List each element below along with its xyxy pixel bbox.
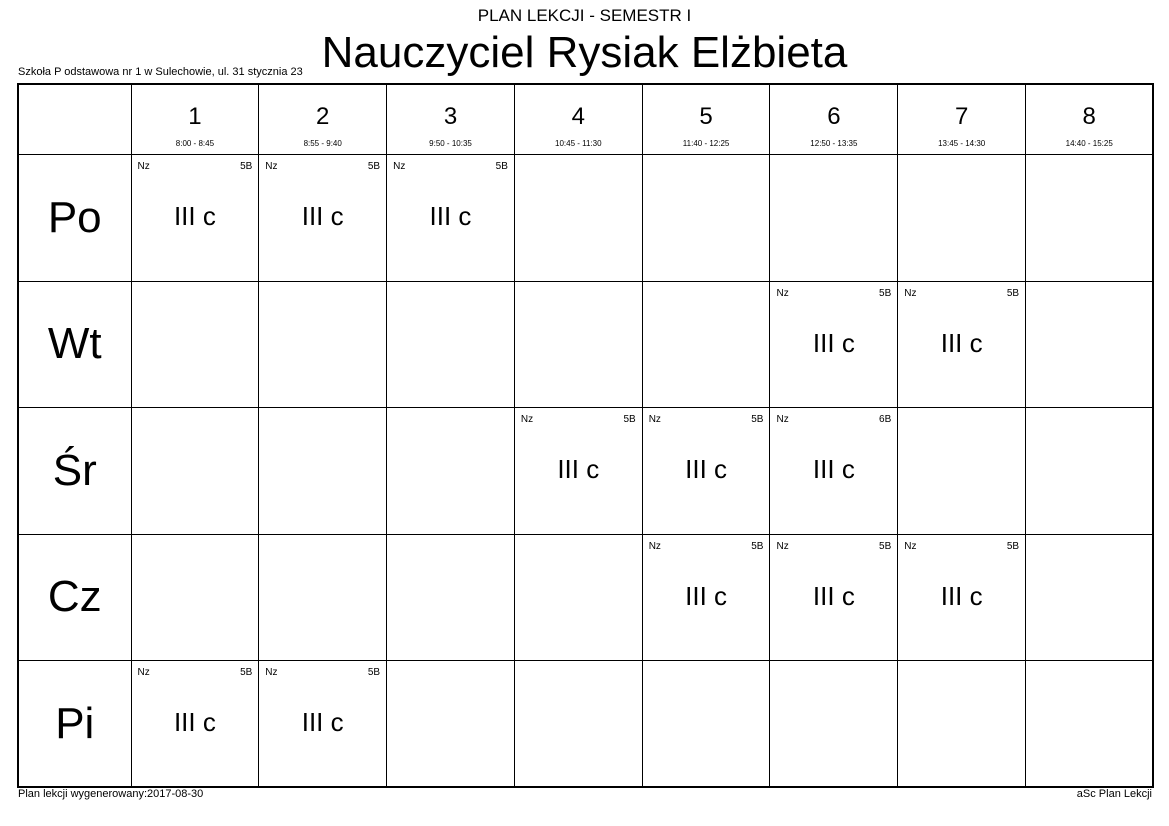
empty-cell — [514, 661, 642, 788]
lesson-subject: Nz — [393, 161, 406, 172]
lesson-class: III c — [812, 580, 855, 611]
empty-cell — [387, 534, 515, 661]
lesson-class: III c — [812, 454, 855, 484]
empty-cell — [770, 661, 898, 788]
period-time: 8:55 - 9:40 — [303, 139, 342, 148]
empty-cell — [131, 534, 259, 661]
lesson-subject: Nz — [776, 540, 789, 552]
lesson-room: 5B — [240, 667, 253, 678]
lesson-cell — [898, 534, 1026, 661]
day-label: Po — [18, 155, 131, 282]
empty-cell — [642, 281, 770, 408]
lesson-room: 5B — [367, 161, 381, 172]
lesson-cell — [770, 534, 898, 661]
lesson-class: III c — [812, 327, 855, 358]
lesson-room: 5B — [879, 287, 892, 299]
lesson-class: III c — [940, 327, 983, 358]
lesson-room: 5B — [495, 161, 508, 172]
empty-cell — [898, 408, 1026, 535]
generated-date: Plan lekcji wygenerowany:2017-08-30 — [18, 788, 204, 800]
lesson-subject: Nz — [265, 667, 278, 678]
lesson-class: III c — [301, 201, 344, 231]
lesson-room: 5B — [240, 161, 253, 172]
lesson-cell — [642, 408, 770, 535]
lesson-cell — [770, 281, 898, 408]
period-time: 8:00 - 8:45 — [175, 139, 215, 148]
period-header-4 — [514, 84, 642, 155]
app-name: aSc Plan Lekcji — [1076, 788, 1152, 800]
period-number: 2 — [316, 103, 330, 130]
period-number: 3 — [443, 103, 458, 130]
empty-cell — [1026, 534, 1154, 661]
period-number: 6 — [827, 103, 841, 130]
period-header-2 — [259, 84, 387, 155]
day-row — [18, 408, 1153, 535]
empty-cell — [131, 281, 259, 408]
empty-cell — [387, 408, 515, 535]
lesson-subject: Nz — [137, 161, 150, 172]
day-row — [18, 534, 1153, 661]
lesson-room: 5B — [879, 540, 892, 552]
lesson-cell — [131, 155, 259, 282]
lesson-room: 5B — [1006, 540, 1020, 552]
empty-cell — [514, 155, 642, 282]
day-label: Cz — [18, 534, 131, 661]
period-header-7 — [898, 84, 1026, 155]
empty-cell — [898, 155, 1026, 282]
lesson-cell — [131, 661, 259, 788]
empty-cell — [898, 661, 1026, 788]
lesson-subject: Nz — [776, 287, 789, 299]
period-number: 4 — [571, 103, 585, 130]
lesson-class: III c — [429, 201, 472, 231]
lesson-subject: Nz — [520, 414, 534, 425]
period-header-1 — [131, 84, 259, 155]
lesson-class: III c — [173, 201, 216, 231]
lesson-cell — [514, 408, 642, 535]
empty-cell — [1026, 281, 1154, 408]
period-time: 12:50 - 13:35 — [810, 139, 858, 148]
day-row — [18, 281, 1153, 408]
period-header-3 — [387, 84, 515, 155]
empty-cell — [387, 661, 515, 788]
lesson-subject: Nz — [648, 414, 661, 425]
lesson-class: III c — [940, 580, 983, 611]
empty-cell — [1026, 155, 1154, 282]
period-number: 7 — [955, 103, 969, 130]
empty-cell — [259, 281, 387, 408]
empty-cell — [259, 534, 387, 661]
lesson-subject: Nz — [137, 667, 150, 678]
lesson-cell — [259, 661, 387, 788]
lesson-class: III c — [557, 454, 600, 484]
period-header-8 — [1026, 84, 1154, 155]
period-time: 13:45 - 14:30 — [938, 139, 986, 148]
period-time: 9:50 - 10:35 — [429, 139, 472, 148]
page-title: Nauczyciel Rysiak Elżbieta — [321, 28, 848, 77]
plan-subtitle: PLAN LEKCJI - SEMESTR I — [477, 6, 692, 25]
lesson-cell — [259, 155, 387, 282]
empty-cell — [259, 408, 387, 535]
lesson-class: III c — [301, 707, 344, 737]
lesson-room: 5B — [751, 414, 764, 425]
lesson-subject: Nz — [904, 540, 917, 552]
empty-cell — [770, 155, 898, 282]
day-label: Wt — [18, 281, 131, 408]
empty-cell — [1026, 408, 1154, 535]
period-time: 11:40 - 12:25 — [682, 139, 730, 148]
lesson-class: III c — [173, 707, 216, 737]
day-label: Pi — [18, 661, 131, 788]
period-header-6 — [770, 84, 898, 155]
empty-cell — [131, 408, 259, 535]
period-time: 10:45 - 11:30 — [555, 139, 602, 148]
lesson-subject: Nz — [648, 540, 661, 552]
day-row — [18, 155, 1153, 282]
empty-cell — [642, 155, 770, 282]
empty-cell — [642, 661, 770, 788]
timetable-grid — [17, 83, 1154, 788]
period-header-5 — [642, 84, 770, 155]
lesson-class: III c — [685, 580, 728, 611]
period-number: 1 — [188, 103, 202, 130]
empty-cell — [387, 281, 515, 408]
period-time: 14:40 - 15:25 — [1065, 139, 1113, 148]
day-label: Śr — [18, 408, 131, 535]
period-number: 5 — [699, 103, 713, 130]
empty-cell — [514, 281, 642, 408]
lesson-room: 5B — [367, 667, 381, 678]
lesson-cell — [642, 534, 770, 661]
lesson-cell — [387, 155, 515, 282]
period-number: 8 — [1082, 103, 1096, 130]
corner-cell — [18, 84, 131, 155]
lesson-cell — [770, 408, 898, 535]
lesson-subject: Nz — [904, 287, 917, 299]
lesson-room: 6B — [879, 414, 892, 425]
lesson-room: 5B — [623, 414, 636, 425]
empty-cell — [514, 534, 642, 661]
lesson-room: 5B — [1006, 287, 1020, 299]
lesson-cell — [898, 281, 1026, 408]
lesson-subject: Nz — [776, 414, 789, 425]
lesson-class: III c — [685, 454, 728, 484]
school-name: Szkoła P odstawowa nr 1 w Sulechowie, ul. 31 stycznia 23 — [18, 66, 303, 78]
day-row — [18, 661, 1153, 788]
empty-cell — [1026, 661, 1154, 788]
lesson-room: 5B — [751, 540, 764, 552]
lesson-subject: Nz — [265, 161, 278, 172]
